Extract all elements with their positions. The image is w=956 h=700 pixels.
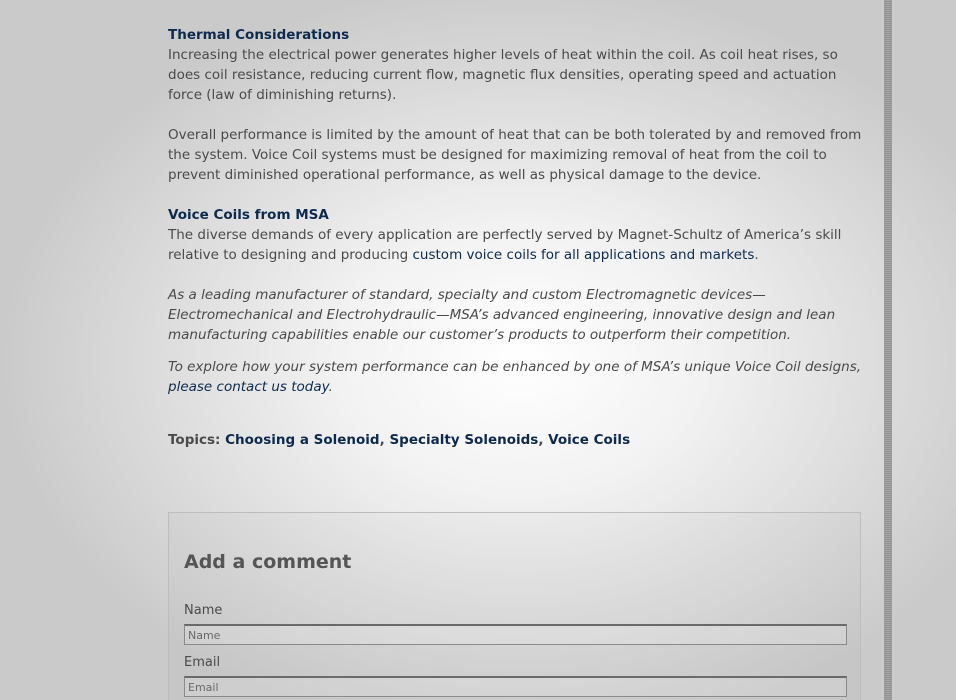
name-label: Name (184, 603, 223, 618)
name-input[interactable] (184, 624, 847, 645)
topic-link-voice-coils[interactable]: Voice Coils (548, 432, 631, 448)
article-content (168, 0, 868, 450)
comment-form-title: Add a comment (184, 551, 352, 573)
voice-coils-paragraph-1-text: The diverse demands of every application are perfectly served by Magnet-Schultz of America’s skill relative to designing and producing (168, 227, 842, 263)
voice-coils-paragraph-2: As a leading manufacturer of standard, specialty and custom Electromagnetic devices—Electromechanical and Electrohydraulic—MSA’s advanced engineering, innovative design and lean manufacturing capabilities enable our customer’s products to outperform their competition. (168, 287, 836, 343)
thermal-heading: Thermal Considerations (168, 27, 350, 43)
topic-separator: , (379, 432, 385, 448)
thermal-paragraph-1: Increasing the electrical power generates higher levels of heat within the coil. As coil heat rises, so does coil resistance, reducing current flow, magnetic flux densities, operating speed and actuation force (law of diminishing returns). (168, 47, 838, 103)
voice-coils-paragraph-3 (168, 357, 868, 397)
topics-label: Topics: (168, 432, 221, 448)
topic-separator: , (538, 432, 544, 448)
topic-link-choosing-a-solenoid[interactable]: Choosing a Solenoid (225, 432, 380, 448)
voice-coils-paragraph-3-text: To explore how your system performance can be enhanced by one of MSA’s unique Voice Coil designs, (168, 359, 862, 375)
voice-coils-heading: Voice Coils from MSA (168, 207, 329, 223)
contact-us-link[interactable]: please contact us today (168, 379, 329, 395)
voice-coils-paragraph-1 (168, 225, 868, 265)
comment-form (168, 512, 861, 700)
topic-link-specialty-solenoids[interactable]: Specialty Solenoids (389, 432, 539, 448)
custom-voice-coils-link[interactable]: custom voice coils for all applications and markets (412, 247, 755, 263)
email-input[interactable] (184, 676, 847, 697)
thermal-paragraph-2: Overall performance is limited by the amount of heat that can be both tolerated by and removed from the system. Voice Coil systems must be designed for maximizing removal of heat from the coil to prevent diminished operational performance, as well as physical damage to the device. (168, 127, 862, 183)
email-label: Email (184, 655, 221, 670)
page-scrollbar-rail[interactable] (884, 0, 892, 700)
voice-coils-paragraph-1-end: . (754, 247, 759, 263)
voice-coils-paragraph-3-end: . (328, 379, 333, 395)
topics-row (168, 430, 868, 450)
